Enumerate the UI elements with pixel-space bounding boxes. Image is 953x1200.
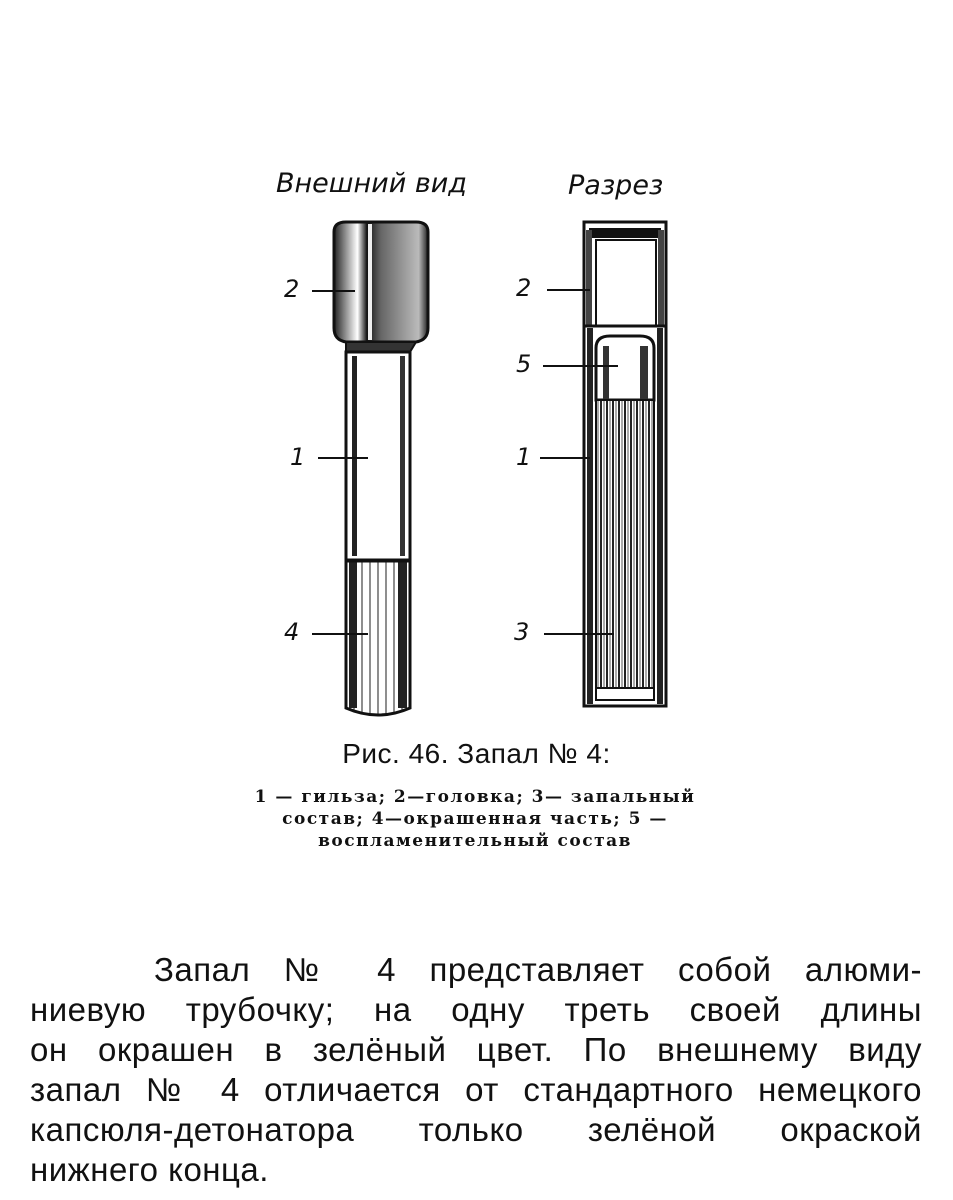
callout-sec-2: 2 [516, 274, 532, 302]
figure-caption-legend: 1 — гильза; 2—головка; 3— запальный состав; 4—окрашенная часть; 5 — воспламенительный состав [254, 787, 696, 851]
section-head [596, 240, 656, 326]
callout-sec-5: 5 [516, 350, 532, 378]
paragraph-line: запал № 4 отличается от стандартного немецкого [30, 1071, 922, 1108]
body-paragraph [30, 950, 922, 1190]
section-view-heading: Разрез [568, 170, 664, 201]
callout-sec-1: 1 [516, 443, 532, 471]
exterior-head [334, 222, 428, 342]
exterior-view-heading: Внешний вид [276, 168, 467, 199]
figure-caption-title: Рис. 46. Запал № 4: [342, 738, 611, 769]
section-composition [596, 400, 654, 690]
paragraph-line: нижнего конца. [30, 1151, 269, 1188]
callout-ext-2: 2 [284, 275, 300, 303]
callout-sec-3: 3 [514, 618, 530, 646]
paragraph-line: капсюля-детонатора только зелёной окраской [30, 1111, 922, 1148]
paragraph-line: ниевую трубочку; на одну треть своей длины [30, 991, 922, 1028]
exterior-fuse [334, 222, 428, 715]
paragraph-line: Запал № 4 представляет собой алюми- [154, 951, 922, 988]
paragraph-line: он окрашен в зелёный цвет. По внешнему виду [30, 1031, 922, 1068]
callout-ext-4: 4 [284, 618, 300, 646]
callout-ext-1: 1 [290, 443, 306, 471]
